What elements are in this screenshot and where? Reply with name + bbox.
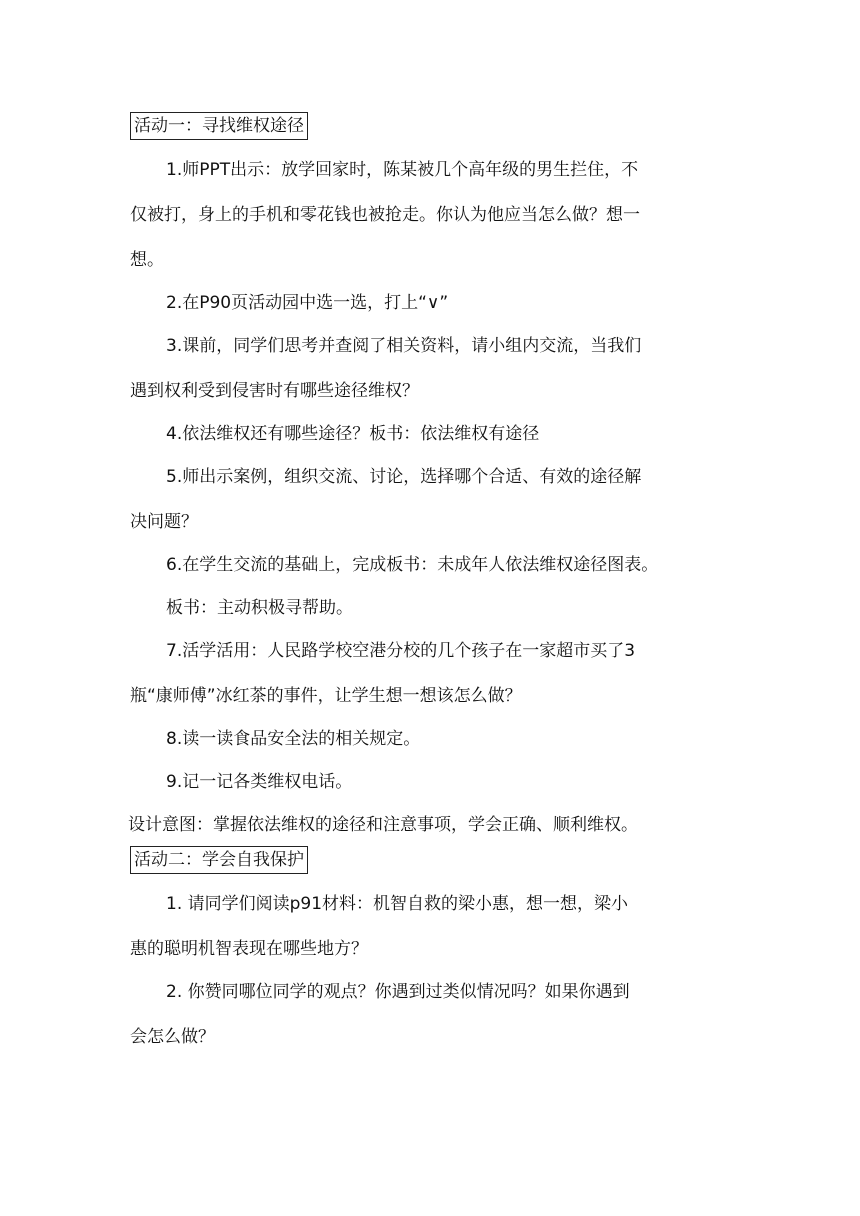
text-line: 4.依法维权还有哪些途径？板书：依法维权有途径	[166, 424, 540, 444]
activity1-item-2	[130, 287, 734, 320]
text-line: 7.活学活用：人民路学校空港分校的几个孩子在一家超市买了3	[166, 641, 636, 661]
activity1-item-7	[130, 635, 734, 713]
text-line: 决问题？	[130, 512, 198, 532]
text-line: 遇到权利受到侵害时有哪些途径维权？	[130, 381, 419, 401]
text-line: 惠的聪明机智表现在哪些地方？	[130, 939, 368, 959]
text-line: 1.师PPT出示：放学回家时，陈某被几个高年级的男生拦住，不	[166, 160, 639, 180]
text-line: 9.记一记各类维权电话。	[166, 772, 353, 792]
activity1-item-6	[130, 549, 734, 582]
activity1-item-5	[130, 461, 734, 539]
activity1-item-4	[130, 418, 734, 451]
text-line: 仅被打，身上的手机和零花钱也被抢走。你认为他应当怎么做？想一	[130, 205, 640, 225]
activity2-heading: 活动二：学会自我保护	[130, 846, 308, 874]
activity1-item-board	[130, 592, 734, 625]
text-line: 2.在P90页活动园中选一选，打上“∨”	[166, 293, 449, 313]
activity1-item-9	[130, 766, 734, 799]
activity2-item-1	[130, 888, 734, 966]
text-line: 想。	[130, 250, 164, 270]
text-line: 会怎么做？	[130, 1027, 215, 1047]
text-line: 板书：主动积极寻帮助。	[166, 598, 353, 618]
text-line: 2. 你赞同哪位同学的观点？你遇到过类似情况吗？如果你遇到	[166, 982, 630, 1002]
activity1-heading: 活动一：寻找维权途径	[130, 112, 308, 140]
text-line: 1. 请同学们阅读p91材料：机智自救的梁小惠，想一想，梁小	[166, 894, 629, 914]
design-intent: 设计意图：掌握依法维权的途径和注意事项，学会正确、顺利维权。	[128, 815, 638, 835]
text-line: 8.读一读食品安全法的相关规定。	[166, 729, 421, 749]
text-line: 3.课前，同学们思考并查阅了相关资料，请小组内交流，当我们	[166, 336, 642, 356]
activity2-item-2	[130, 976, 734, 1054]
text-line: 5.师出示案例，组织交流、讨论，选择哪个合适、有效的途径解	[166, 467, 642, 487]
text-line: 瓶“康师傅”冰红茶的事件，让学生想一想该怎么做？	[130, 686, 522, 706]
document-page	[130, 112, 734, 1064]
text-line: 6.在学生交流的基础上，完成板书：未成年人依法维权途径图表。	[166, 555, 659, 575]
activity1-item-8	[130, 723, 734, 756]
activity1-item-3	[130, 330, 734, 408]
activity1-item-1	[130, 154, 734, 277]
